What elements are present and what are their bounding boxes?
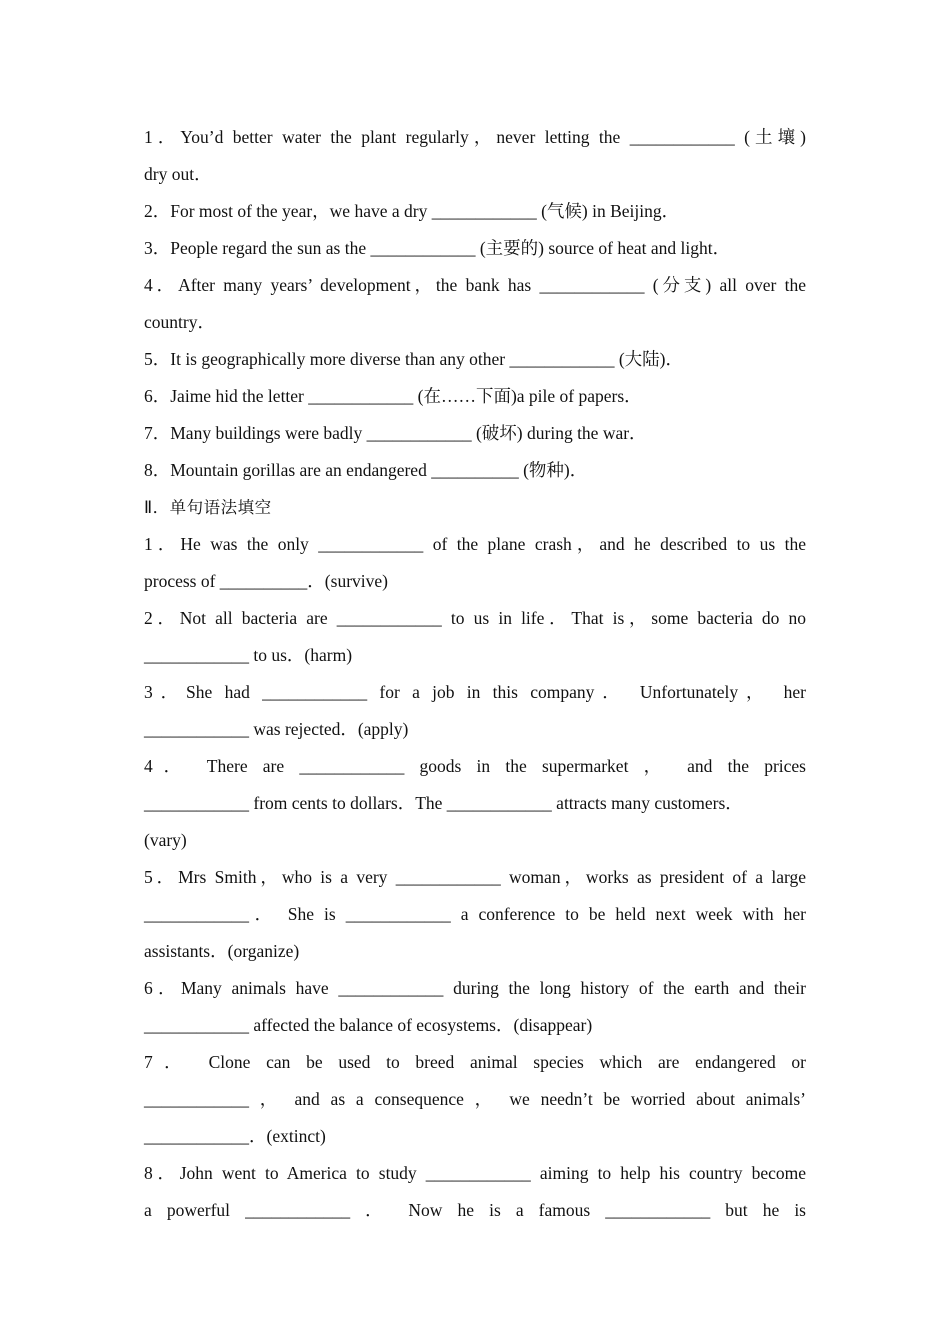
p2-question-8-line-1: 8．John went to America to study ____________ aiming to help his country become [144,1163,806,1183]
p2-question-3-line-1: 3．She had ____________ for a job in this company． Unfortunately， her [144,682,806,702]
p2-question-5-line-2: ____________． She is ____________ a conference to be held next week with her [144,904,806,924]
p1-question-6: 6．Jaime hid the letter ____________ (在……下面)a pile of papers． [144,386,642,406]
worksheet-page [144,119,806,1229]
p1-question-1-line-2: dry out． [144,164,212,184]
p2-question-6-line-1: 6．Many animals have ____________ during the long history of the earth and their [144,978,806,998]
p1-question-4-line-2: country． [144,312,215,332]
p2-question-3-line-2: ____________ was rejected．(apply) [144,719,409,739]
p1-question-5: 5．It is geographically more diverse than any other ____________ (大陆)． [144,349,683,369]
p2-question-1-line-2: process of __________．(survive) [144,571,388,591]
p2-question-2-line-1: 2．Not all bacteria are ____________ to us in life．That is，some bacteria do no [144,608,806,628]
p1-question-2: 2．For most of the year，we have a dry ____________ (气候) in Beijing． [144,201,680,221]
p1-question-4-line-1: 4．After many years’ development，the bank has ____________ (分支) all over the [144,275,806,295]
p2-question-7-line-3: ____________．(extinct) [144,1126,326,1146]
p2-question-6-line-2: ____________ affected the balance of ecosystems．(disappear) [144,1015,593,1035]
p2-question-1-line-1: 1．He was the only ____________ of the plane crash，and he described to us the [144,534,806,554]
p2-question-7-line-1: 7． Clone can be used to breed animal species which are endangered or [144,1052,806,1072]
p1-question-7: 7．Many buildings were badly ____________ (破坏) during the war． [144,423,647,443]
p2-question-8-line-2: a powerful ____________ ． Now he is a famous ____________ but he is [144,1200,806,1220]
p2-question-4-line-2: ____________ from cents to dollars．The ____________ attracts many customers． [144,793,743,813]
p2-question-4-line-1: 4． There are ____________ goods in the supermarket ， and the prices [144,756,806,776]
p2-question-5-line-3: assistants．(organize) [144,941,300,961]
p1-question-3: 3．People regard the sun as the ____________ (主要的) source of heat and light． [144,238,731,258]
p1-question-8: 8．Mountain gorillas are an endangered __________ (物种)． [144,460,588,480]
p2-question-4-line-3: (vary) [144,830,187,850]
p1-question-1-line-1: 1．You’d better water the plant regularly，never letting the ____________ (土壤) [144,127,806,147]
section-heading: Ⅱ．单句语法填空 [144,498,272,517]
p2-question-5-line-1: 5．Mrs Smith，who is a very ____________ woman，works as president of a large [144,867,806,887]
p2-question-7-line-2: ____________ ， and as a consequence ， we needn’t be worried about animals’ [144,1089,806,1109]
p2-question-2-line-2: ____________ to us．(harm) [144,645,353,665]
